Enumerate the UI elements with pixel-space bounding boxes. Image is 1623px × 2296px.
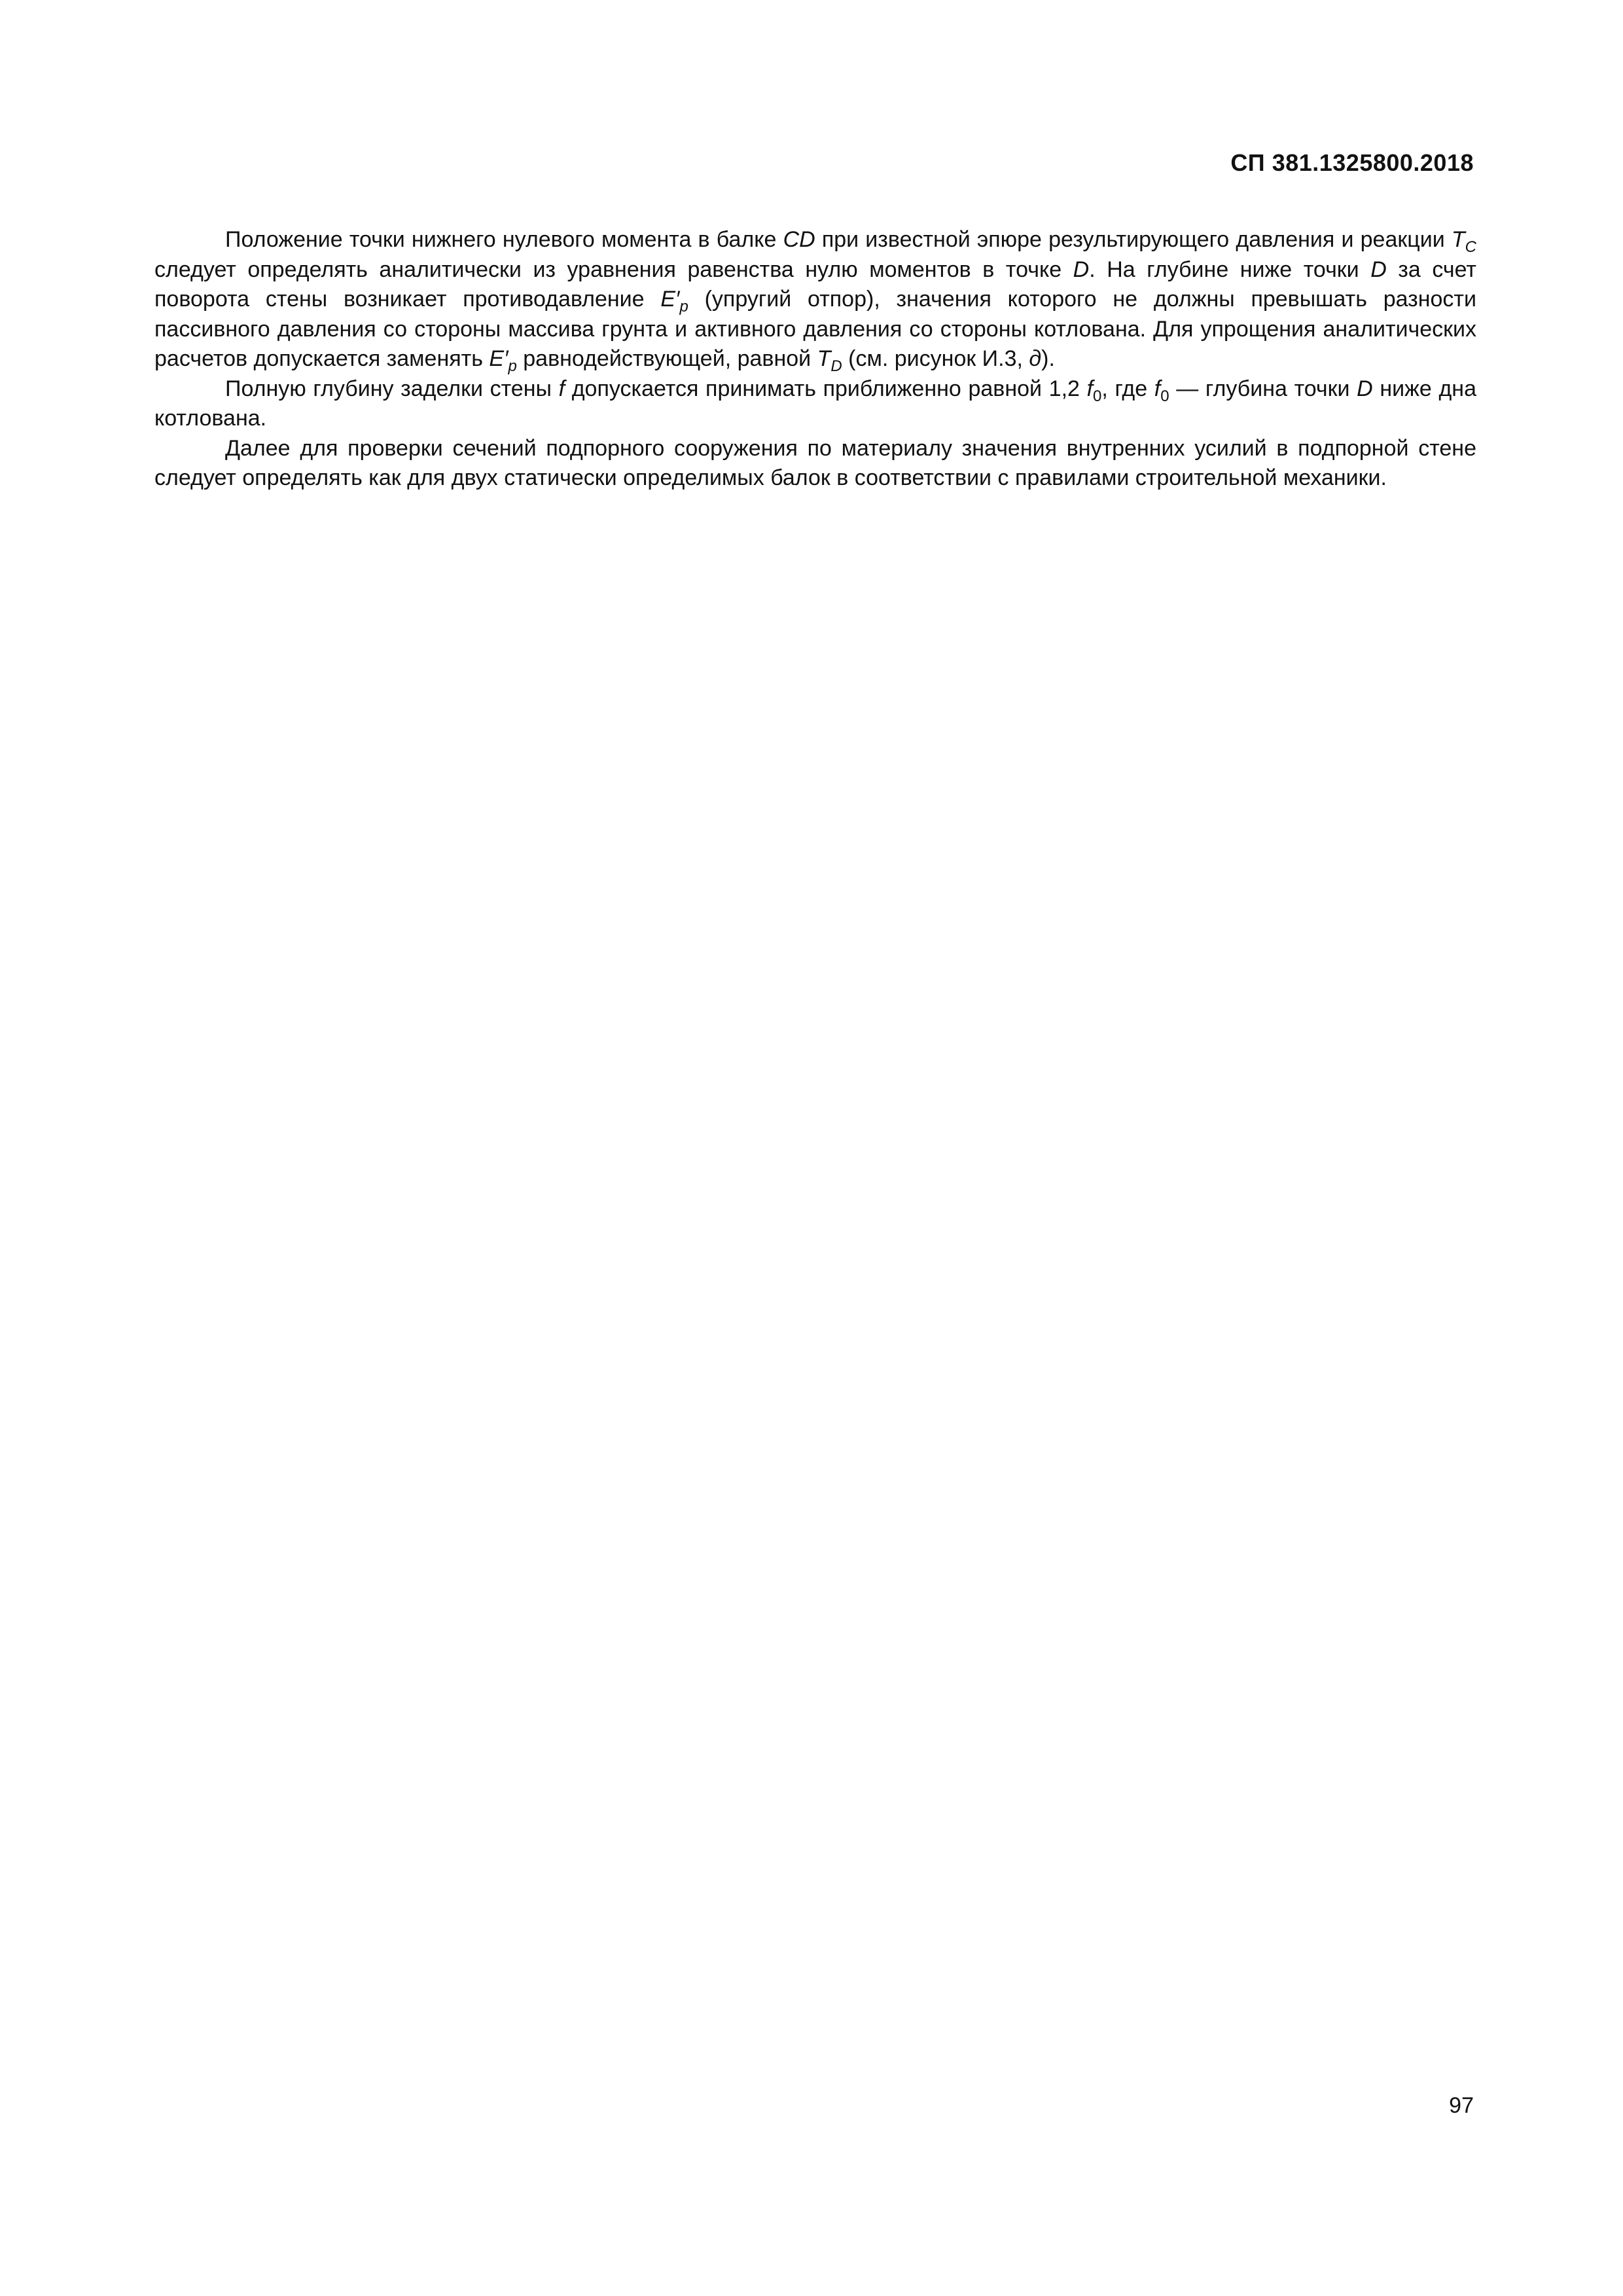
point-label: D (1357, 376, 1373, 401)
subscript-p: p (508, 357, 517, 375)
subscript-0: 0 (1093, 387, 1102, 405)
symbol-f: f (558, 376, 565, 401)
text-segment: допускается принимать приближенно равной 1,2 (565, 376, 1087, 401)
document-code-header: СП 381.1325800.2018 (1230, 149, 1474, 176)
figure-item-letter: д (1029, 346, 1042, 371)
subscript-c: C (1465, 238, 1476, 256)
symbol-e-prime: E′ (660, 287, 680, 312)
symbol-t: T (1451, 227, 1465, 252)
symbol-t: T (817, 346, 831, 371)
paragraph-1 (154, 225, 1476, 374)
text-segment: (упругий отпор), значения которого не должны превышать разности пассивного давления со стороны массива грунта и активного давления со стороны котлована. Для упрощения аналитических расчетов допускается заменять (154, 287, 1476, 371)
point-label: D (1370, 257, 1387, 282)
text-segment: ниже дна котлована. (154, 376, 1476, 431)
point-label: D (1073, 257, 1090, 282)
text-segment: Положение точки нижнего нулевого момента в балке (225, 227, 783, 252)
text-segment: (см. рисунок И.3, (842, 346, 1029, 371)
symbol-f: f (1086, 376, 1094, 401)
text-segment: . На глубине ниже точки (1089, 257, 1371, 282)
text-segment: , где (1101, 376, 1154, 401)
beam-label: CD (783, 227, 815, 252)
subscript-d: D (830, 357, 842, 375)
paragraph-3 (154, 434, 1476, 493)
text-segment: следует определять аналитически из уравнения равенства нулю моментов в точке (154, 257, 1073, 282)
text-segment: за счет поворота стены возникает противодавление (154, 257, 1477, 312)
text-segment: Полную глубину заделки стены (225, 376, 559, 401)
subscript-0: 0 (1160, 387, 1169, 405)
body-text (154, 225, 1476, 493)
paragraph-2 (154, 374, 1476, 434)
page-number: 97 (1449, 2093, 1474, 2118)
text-segment: при известной эпюре результирующего давления и реакции (815, 227, 1452, 252)
text-segment: — глубина точки (1169, 376, 1357, 401)
text-segment: равнодействующей, равной (516, 346, 817, 371)
symbol-f: f (1154, 376, 1161, 401)
symbol-e-prime: E′ (489, 346, 508, 371)
subscript-p: p (679, 298, 688, 315)
text-segment: ). (1041, 346, 1055, 371)
text-segment: Далее для проверки сечений подпорного сооружения по материалу значения внутренних усилий в подпорной стене следует определять как для двух статически определимых балок в соответствии с правилами строительной механики. (154, 435, 1476, 490)
